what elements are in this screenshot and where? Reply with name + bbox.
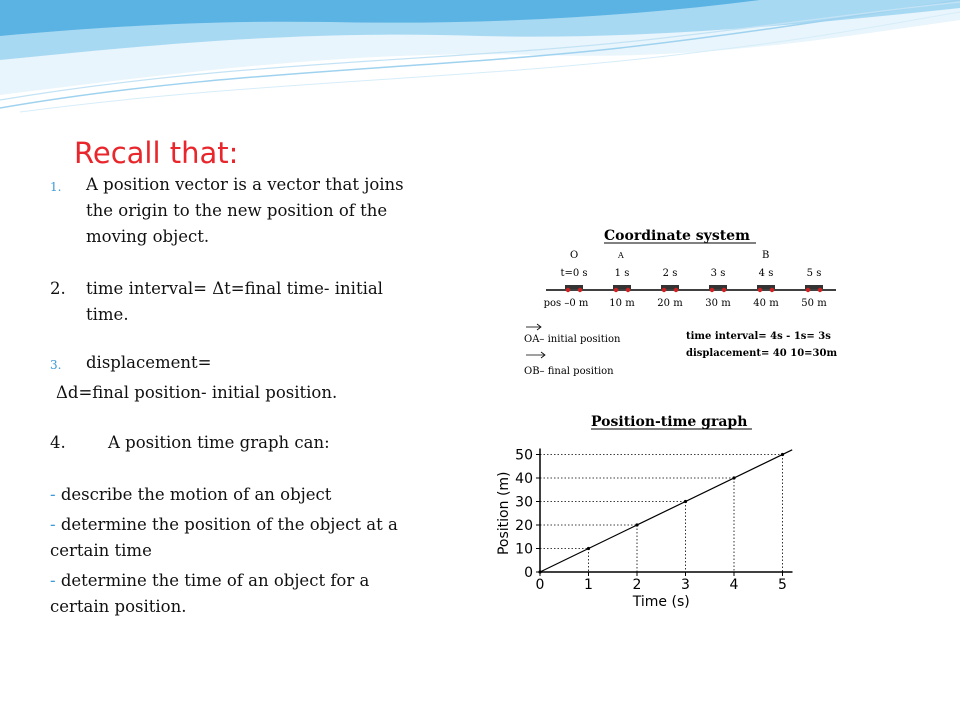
list-item-4c — [50, 568, 410, 620]
list-item-1 — [50, 172, 410, 250]
time-label: 5 s — [806, 268, 822, 279]
data-point — [538, 570, 541, 573]
slide-title: Recall that: — [74, 136, 239, 170]
position-label: 10 m — [609, 298, 635, 309]
data-point — [684, 500, 687, 503]
list-marker-3: 3. — [50, 358, 62, 372]
time-label: 4 s — [758, 268, 774, 279]
time-labels — [560, 268, 821, 279]
y-tick-label: 50 — [515, 447, 533, 464]
list-item-3-formula — [50, 380, 410, 406]
position-label: pos –0 m — [543, 298, 589, 309]
car-marker — [661, 285, 679, 292]
interval-note: time interval= 4s - 1s= 3s — [686, 331, 831, 342]
dash-marker-2: - — [50, 515, 56, 534]
position-label: 40 m — [753, 298, 779, 309]
x-tick-label: 1 — [584, 577, 593, 593]
list-item-4b — [50, 512, 410, 564]
y-tick-label: 0 — [524, 565, 533, 581]
position-label: 30 m — [705, 298, 731, 309]
car-marker — [757, 285, 775, 292]
x-tick-label: 0 — [535, 577, 545, 593]
bullet-list — [50, 172, 410, 620]
position-labels — [544, 298, 828, 309]
coord-title: Coordinate system — [604, 228, 750, 244]
dash-marker-1: - — [50, 485, 56, 504]
list-marker-4: 4. — [50, 433, 66, 452]
point-label-a: A — [618, 251, 624, 260]
list-item-3 — [50, 350, 410, 376]
time-label: 3 s — [710, 268, 726, 279]
data-point — [781, 453, 784, 456]
list-text-3: displacement= — [86, 353, 212, 372]
list-text-2: time interval= Δt=final time- initial time. — [86, 279, 383, 324]
y-tick-label: 10 — [515, 541, 533, 558]
y-tick-label: 30 — [515, 494, 533, 511]
data-point — [635, 523, 638, 526]
time-label: 1 s — [614, 268, 630, 279]
car-marker — [805, 285, 823, 292]
x-axis-label: Time (s) — [632, 594, 690, 608]
y-tick-label: 20 — [515, 518, 533, 534]
x-tick-label: 2 — [632, 577, 642, 593]
x-tick-label: 5 — [778, 577, 787, 593]
list-text-1: A position vector is a vector that joins the origin to the new position of the moving object. — [86, 175, 404, 246]
x-tick-label: 3 — [681, 577, 690, 593]
dash-marker-3: - — [50, 571, 56, 590]
data-series-line — [540, 450, 792, 572]
list-item-2 — [50, 276, 410, 328]
y-tick-label: 40 — [515, 471, 533, 487]
list-marker-2: 2. — [50, 279, 66, 298]
car-marker — [709, 285, 727, 292]
list-item-4a — [50, 482, 410, 508]
car-marker — [613, 285, 631, 292]
note-ob: OB– final position — [524, 366, 614, 377]
chart-title: Position-time graph — [591, 414, 748, 430]
point-label-b: B — [762, 250, 770, 261]
figure-svg — [436, 222, 850, 608]
displacement-note: displacement= 40 10=30m — [686, 348, 838, 359]
list-text-4c: determine the time of an object for a certain position. — [50, 571, 370, 616]
physics-figure — [436, 222, 850, 608]
note-oa: OA– initial position — [524, 334, 621, 345]
list-text-4a: describe the motion of an object — [60, 485, 332, 504]
car-markers — [565, 285, 823, 292]
position-label: 20 m — [657, 298, 683, 309]
list-text-3b: Δd=final position- initial position. — [56, 383, 338, 402]
position-label: 50 m — [801, 298, 827, 309]
data-point — [587, 547, 590, 550]
time-label: 2 s — [662, 268, 678, 279]
data-point — [732, 476, 735, 479]
time-label: t=0 s — [560, 268, 588, 279]
point-label-o: O — [570, 250, 579, 261]
car-marker — [565, 285, 583, 292]
position-time-chart — [496, 448, 793, 609]
list-text-4b: determine the position of the object at a certain time — [50, 515, 398, 560]
x-tick-label: 4 — [729, 577, 739, 593]
list-text-4: A position time graph can: — [108, 433, 330, 452]
list-item-4 — [50, 430, 410, 456]
list-marker-1: 1. — [50, 180, 62, 194]
y-axis-label: Position (m) — [496, 471, 512, 556]
